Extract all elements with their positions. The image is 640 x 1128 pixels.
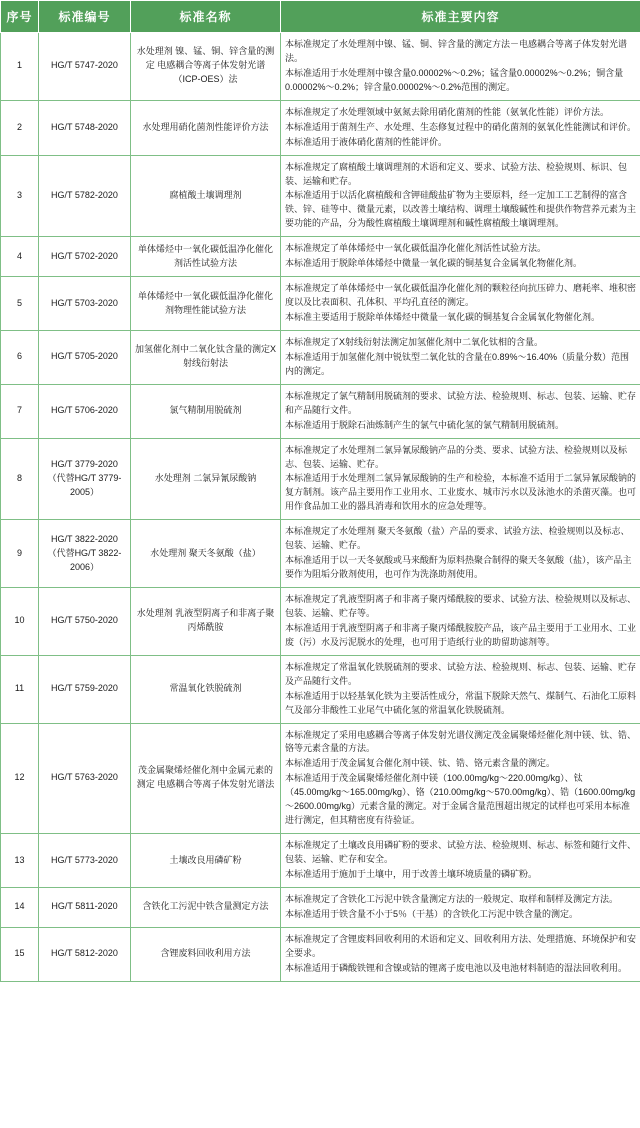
cell-standard-code: HG/T 5748-2020: [39, 100, 131, 155]
content-paragraph: 本标准适用于脱除石油炼制产生的氯气中硫化氢的氯气精制用脱硫剂。: [285, 419, 565, 430]
cell-standard-name: 氯气精制用脱硫剂: [131, 384, 281, 438]
cell-standard-name: 单体烯烃中一氧化碳低温净化催化剂活性试验方法: [131, 237, 281, 277]
header-row: [1, 1, 640, 33]
table-body: [1, 33, 640, 982]
header-cell-code: 标准编号: [39, 1, 131, 33]
cell-standard-code: HG/T 5763-2020: [39, 723, 131, 834]
cell-standard-name: 含锂废料回收利用方法: [131, 927, 281, 981]
content-paragraph: 本标准适用于磷酸铁锂和含镍或钴的锂离子废电池以及电池材料制造的湿法回收利用。: [285, 962, 628, 973]
cell-sequence-number: 3: [1, 155, 39, 237]
cell-sequence-number: 6: [1, 330, 39, 384]
content-paragraph: 本标准规定了含锂废料回收利用的术语和定义、回收利用方法、处理措施、环境保护和安全要求。: [285, 933, 637, 958]
table-row: [1, 438, 640, 520]
header-cell-no: 序号: [1, 1, 39, 33]
cell-standard-name: 水处理剂 二氯异氰尿酸钠: [131, 438, 281, 520]
header-cell-name: 标准名称: [131, 1, 281, 33]
cell-standard-name: 常温氧化铁脱硫剂: [131, 655, 281, 723]
cell-standard-content: [281, 330, 640, 384]
header-cell-content: 标准主要内容: [281, 1, 640, 33]
cell-standard-content: [281, 155, 640, 237]
cell-standard-content: [281, 655, 640, 723]
content-paragraph: 本标准规定了水处理剂二氯异氰尿酸钠产品的分类、要求、试验方法、检验规则以及标志、包装、运输、贮存。: [285, 444, 628, 469]
cell-standard-content: [281, 723, 640, 834]
cell-standard-name: 水处理用硝化菌剂性能评价方法: [131, 100, 281, 155]
content-paragraph: 本标准规定了水处理剂中镍、锰、铜、锌含量的测定方法－电感耦合等离子体发射光谱法。: [285, 39, 628, 63]
content-paragraph: 本标准适用于以轻基氧化铁为主要活性成分，常温下脱除天然气、煤制气、石油化工原料气及部分非酸性工业尾气中硫化氢的常温氧化铁脱硫剂。: [285, 690, 637, 715]
cell-standard-code: HG/T 5811-2020: [39, 887, 131, 927]
cell-standard-name: 单体烯烃中一氧化碳低温净化催化剂物理性能试验方法: [131, 277, 281, 331]
table-row: [1, 834, 640, 888]
cell-standard-code: HG/T 5812-2020: [39, 927, 131, 981]
content-paragraph: 本标准规定了单体烯烃中一氧化碳低温净化催化剂活性试验方法。: [285, 243, 547, 254]
content-paragraph: 本标准适用于茂金属复合催化剂中镁、钛、锆、铬元素含量的测定。: [285, 758, 556, 769]
content-paragraph: 本标准规定了含铁化工污泥中铁含量测定方法的一般规定、取样和制样及测定方法。: [285, 893, 619, 904]
cell-standard-name: 水处理剂 聚天冬氨酸（盐）: [131, 520, 281, 588]
cell-standard-name: 水处理剂 乳液型阴离子和非离子聚丙烯酰胺: [131, 588, 281, 656]
content-paragraph: 本标准规定了土壤改良用磷矿粉的要求、试验方法、检验规则、标志、标签和随行文件、包装、运输、贮存和安全。: [285, 840, 637, 864]
cell-standard-code: HG/T 5705-2020: [39, 330, 131, 384]
cell-standard-name: 含铁化工污泥中铁含量测定方法: [131, 887, 281, 927]
content-paragraph: 本标准规定了氯气精制用脱硫剂的要求、试验方法、检验规则、标志、包装、运输、贮存和产品随行文件。: [285, 390, 637, 415]
content-paragraph: 本标准主要适用于脱除单体烯烃中微量一氧化碳的铜基复合金属氧化物催化剂。: [285, 312, 601, 322]
cell-standard-name: 水处理剂 镍、锰、铜、锌含量的测定 电感耦合等离子体发射光谱（ICP-OES）法: [131, 33, 281, 101]
cell-standard-code: HG/T 5706-2020: [39, 384, 131, 438]
content-paragraph: 本标准规定了水处理剂 聚天冬氨酸（盐）产品的要求、试验方法、检验规则以及标志、包装、运输、贮存。: [285, 526, 630, 551]
cell-standard-content: [281, 33, 640, 101]
content-paragraph: 本标准规定了腐植酸土壤调理剂的术语和定义、要求、试验方法、检验规则、标识、包装、运输和贮存。: [285, 161, 628, 186]
cell-standard-content: [281, 588, 640, 656]
table-row: [1, 33, 640, 101]
cell-standard-content: [281, 834, 640, 888]
cell-sequence-number: 8: [1, 438, 39, 520]
content-paragraph: 本标准适用于脱除单体烯烃中微量一氧化碳的铜基复合金属氧化物催化剂。: [285, 258, 583, 269]
cell-sequence-number: 12: [1, 723, 39, 834]
table-row: [1, 237, 640, 277]
cell-sequence-number: 15: [1, 927, 39, 981]
cell-standard-code: HG/T 5747-2020: [39, 33, 131, 101]
cell-sequence-number: 7: [1, 384, 39, 438]
cell-sequence-number: 11: [1, 655, 39, 723]
table-row: [1, 100, 640, 155]
cell-standard-name: 茂金属聚烯烃催化剂中金属元素的测定 电感耦合等离子体发射光谱法: [131, 723, 281, 834]
cell-standard-code: HG/T 3822-2020（代替HG/T 3822-2006）: [39, 520, 131, 588]
table-row: [1, 927, 640, 981]
content-paragraph: 本标准适用于液体硝化菌剂的性能评价。: [285, 136, 448, 147]
cell-standard-code: HG/T 5759-2020: [39, 655, 131, 723]
cell-sequence-number: 14: [1, 887, 39, 927]
cell-sequence-number: 10: [1, 588, 39, 656]
content-paragraph: 本标准适用于水处理剂二氯异氰尿酸钠的生产和检验，本标准不适用于二氯异氰尿酸钠的复方制剂。该产品主要用作工业用水、工业废水、城市污水以及泳池水的杀菌灭藻。也可用作食品加工业的器具消毒和饮用水的应急处理等。: [285, 473, 637, 512]
cell-standard-content: [281, 438, 640, 520]
cell-standard-code: HG/T 5703-2020: [39, 277, 131, 331]
content-paragraph: 本标准适用于铁含量不小于5％（干基）的含铁化工污泥中铁含量的测定。: [285, 908, 579, 919]
cell-sequence-number: 2: [1, 100, 39, 155]
cell-standard-name: 加氢催化剂中二氧化钛含量的测定X射线衍射法: [131, 330, 281, 384]
table-row: [1, 887, 640, 927]
table-row: [1, 330, 640, 384]
table-header: [1, 1, 640, 33]
content-paragraph: 本标准规定了水处理领域中氨氮去除用硝化菌剂的性能（氨氧化性能）评价方法。: [285, 106, 610, 117]
table-row: [1, 520, 640, 588]
content-paragraph: 本标准适用于茂金属聚烯烃催化剂中镁（100.00mg/kg～220.00mg/kg）、钛（45.00mg/kg～165.00mg/kg）、铬（210.00mg/kg～570.00mg/kg）、锆（1600.00mg/kg～2600.00mg/kg）元素含量的测定。对于金属含量范围超出规定的试样也可采用本标准进行测定，但其精密度有待验证。: [285, 773, 636, 826]
cell-standard-content: [281, 520, 640, 588]
content-paragraph: 本标准规定了单体烯烃中一氧化碳低温净化催化剂的颗粒径向抗压碎力、磨耗率、堆积密度以及比表面积、孔体积、平均孔直径的测定。: [285, 283, 637, 308]
cell-standard-content: [281, 927, 640, 981]
cell-sequence-number: 1: [1, 33, 39, 101]
cell-sequence-number: 5: [1, 277, 39, 331]
table-row: [1, 723, 640, 834]
content-paragraph: 本标准适用于乳液型阴离子和非离子聚丙烯酰胺胶产品，该产品主要用于工业用水、工业废（污）水及污泥脱水的处理，也可用于造纸行业的助留助滤剂等。: [285, 622, 637, 647]
cell-standard-content: [281, 277, 640, 331]
cell-standard-code: HG/T 5750-2020: [39, 588, 131, 656]
cell-standard-content: [281, 100, 640, 155]
cell-sequence-number: 9: [1, 520, 39, 588]
content-paragraph: 本标准适用于以一天冬氨酸或马来酸酐为原料热聚合制得的聚天冬氨酸（盐），该产品主要作为阻垢分散剂使用，也可作为洗涤助剂使用。: [285, 555, 632, 580]
content-paragraph: 本标准适用于菌剂生产、水处理、生态修复过程中的硝化菌剂的氨氧化性能测试和评价。: [285, 121, 637, 132]
cell-standard-name: 土壤改良用磷矿粉: [131, 834, 281, 888]
content-paragraph: 本标准适用于以活化腐植酸和含钾硅酸盐矿物为主要原料，经一定加工工艺制得的富含铁、锌、硅等中、微量元素，以改善土壤结构、调理土壤酸碱性和提供作物营养元素为主要功能的产品，分为酸性腐植酸土壤调理剂和碱性腐植酸土壤调理剂。: [285, 190, 637, 229]
table-row: [1, 655, 640, 723]
cell-sequence-number: 4: [1, 237, 39, 277]
cell-standard-code: HG/T 5782-2020: [39, 155, 131, 237]
cell-standard-code: HG/T 3779-2020（代替HG/T 3779-2005）: [39, 438, 131, 520]
table-row: [1, 277, 640, 331]
table-row: [1, 155, 640, 237]
content-paragraph: 本标准规定了常温氧化铁脱硫剂的要求、试验方法、检验规则、标志、包装、运输、贮存及产品随行文件。: [285, 661, 637, 686]
cell-sequence-number: 13: [1, 834, 39, 888]
table-row: [1, 384, 640, 438]
cell-standard-content: [281, 237, 640, 277]
content-paragraph: 本标准规定了采用电感耦合等离子体发射光谱仪测定茂金属聚烯烃催化剂中镁、钛、锆、铬等元素含量的方法。: [285, 729, 637, 754]
content-paragraph: 本标准适用于施加于土壤中，用于改善土壤环境质量的磷矿粉。: [285, 868, 538, 879]
content-paragraph: 本标准适用于水处理剂中镍含量0.00002%～0.2%；锰含量0.00002%～0.2%；铜含量0.00002%～0.2%；锌含量0.00002%～0.2%范围的测定。: [285, 67, 624, 92]
content-paragraph: 本标准规定了X射线衍射法测定加氢催化剂中二氧化钛相的含量。: [285, 336, 544, 347]
cell-standard-content: [281, 887, 640, 927]
table-row: [1, 588, 640, 656]
content-paragraph: 本标准规定了乳液型阴离子和非离子聚丙烯酰胺的要求、试验方法、检验规则以及标志、包装、运输、贮存等。: [285, 594, 637, 618]
content-paragraph: 本标准适用于加氢催化剂中锐钛型二氧化钛的含量在0.89%～16.40%（质量分数）范围内的测定。: [285, 351, 630, 376]
cell-standard-name: 腐植酸土壤调理剂: [131, 155, 281, 237]
cell-standard-code: HG/T 5773-2020: [39, 834, 131, 888]
cell-standard-content: [281, 384, 640, 438]
cell-standard-code: HG/T 5702-2020: [39, 237, 131, 277]
